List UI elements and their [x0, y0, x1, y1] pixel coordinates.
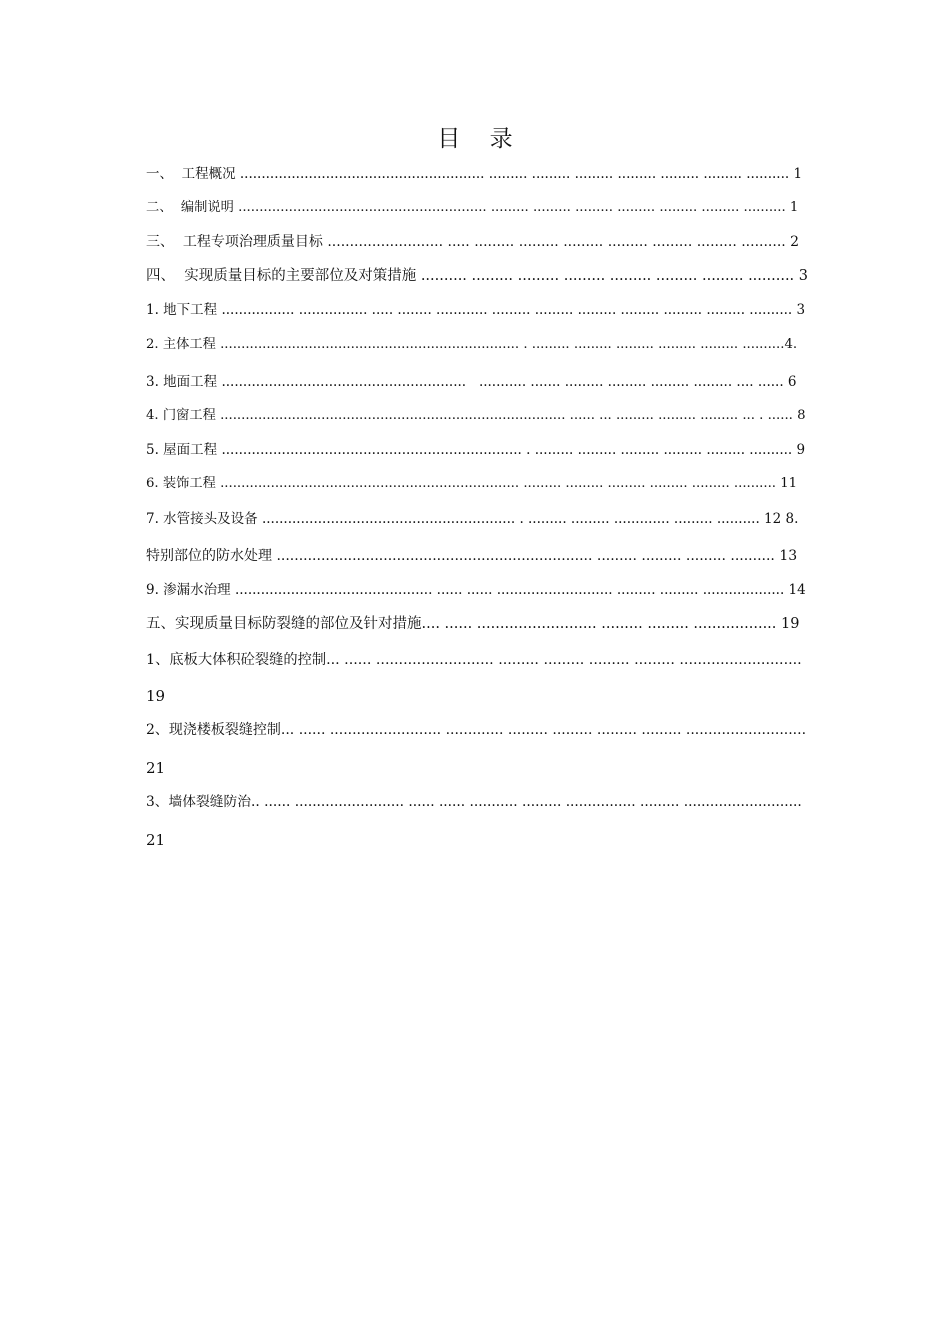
toc-entry[interactable]: 五、实现质量目标防裂缝的部位及针对措施.... ...... .......................... ......... ......... .................. 19 — [146, 616, 800, 632]
toc-entry[interactable]: 二、 编制说明 ........................................................... ......... ......... ......... ......... ......... ......... .......... 1 — [146, 200, 799, 215]
toc-entry[interactable]: 6. 装饰工程 ....................................................................... ......... ......... ......... ......... ......... .......... 11 — [146, 476, 798, 491]
toc-entry[interactable]: 2. 主体工程 ....................................................................... . ......... ......... ......... ......... ......... ..........4. — [146, 337, 798, 352]
toc-entry[interactable]: 9. 渗漏水治理 .............................................. ...... ...... ........................... ......... ......... ................... 14 — [146, 582, 806, 598]
toc-entry[interactable]: 1. 地下工程 ................. ................ ..... ........ ............ ......... ......... ......... ......... ......... ......... .......... 3 — [146, 302, 806, 318]
toc-entry[interactable]: 5. 屋面工程 ...................................................................... . ......... ......... ......... ......... ......... .......... 9 — [146, 442, 806, 458]
toc-entry[interactable]: 三、 工程专项治理质量目标 .......................... ..... ......... ......... ......... ......... ......... ......... .......... 2 — [146, 234, 800, 250]
page-title: 目 录 — [437, 126, 513, 152]
toc-page-number: 21 — [146, 831, 166, 849]
toc-entry[interactable]: 特别部位的防水处理 ....................................................................... ......... ......... ......... .......... 13 — [146, 548, 798, 564]
toc-entry[interactable]: 2、现浇楼板裂缝控制... ...... ......................... ............. ......... ......... ......... ......... ........................... — [146, 722, 807, 738]
toc-entry[interactable]: 7. 水管接头及设备 ........................................................... . ......... ......... ............. ......... .......... 12 8. — [146, 511, 799, 527]
toc-entry[interactable]: 1、底板大体积砼裂缝的控制... ...... .......................... ......... ......... ......... ......... ........................... — [146, 652, 802, 668]
toc-entry[interactable]: 3. 地面工程 ......................................................... ........... ....... ......... ......... ......... ......... .... ...... 6 — [146, 374, 797, 390]
toc-entry[interactable]: 四、 实现质量目标的主要部位及对策措施 .......... ......... ......... ......... ......... ......... ......... .......... 3 — [146, 268, 808, 284]
toc-entry[interactable]: 一、 工程概况 ......................................................... ......... ......... ......... ......... ......... ......... .......... 1 — [146, 166, 803, 182]
toc-entry[interactable]: 3、墙体裂缝防治.. ...... ......................... ...... ...... ........... ......... ................ ......... ........................... — [146, 794, 802, 810]
toc-page-number: 21 — [146, 759, 166, 777]
toc-entry[interactable]: 4. 门窗工程 .................................................................................. ...... ... ......... ......... ......... ... . ...... 8 — [146, 408, 806, 423]
toc-page-number: 19 — [146, 687, 166, 705]
